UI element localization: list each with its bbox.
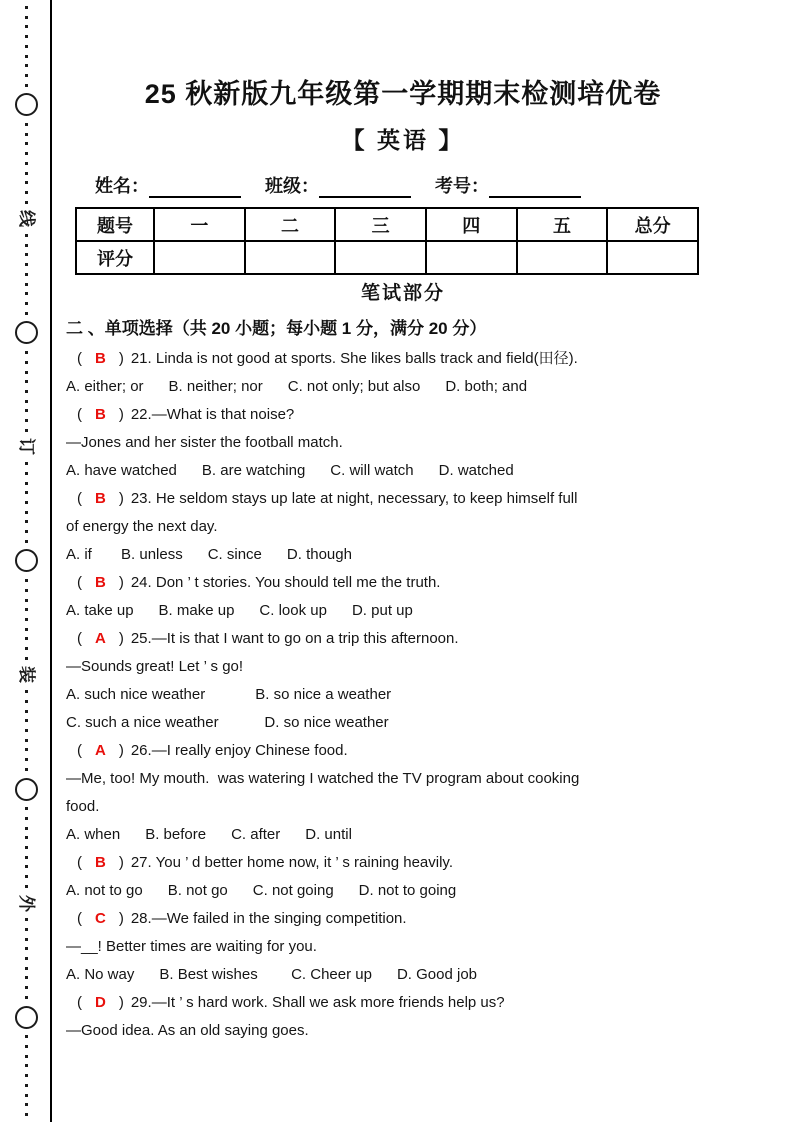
binding-dot xyxy=(25,690,28,693)
binding-dot xyxy=(25,846,28,849)
binding-dot xyxy=(25,947,28,950)
answer-letter: B xyxy=(95,490,106,507)
binding-dot xyxy=(25,856,28,859)
binding-dot xyxy=(25,501,28,504)
binding-dot xyxy=(25,647,28,650)
binding-circle-mark xyxy=(15,549,38,572)
binding-dot xyxy=(25,312,28,315)
binding-dot xyxy=(25,1103,28,1106)
binding-dot xyxy=(25,429,28,432)
answer-letter: B xyxy=(95,854,106,871)
text-line: —Sounds great! Let ’ s go! xyxy=(66,658,244,675)
answer-paren-open: ( xyxy=(77,742,82,759)
binding-dot xyxy=(25,292,28,295)
answer-paren-close: ) xyxy=(118,406,124,423)
binding-dot xyxy=(25,25,28,28)
binding-circle-mark xyxy=(15,93,38,116)
binding-dot xyxy=(25,133,28,136)
page-title: 25 秋新版九年级第一学期期末检测培优卷 xyxy=(144,79,662,109)
question-text: 28.—We failed in the singing competition. xyxy=(130,910,407,927)
exam-no-blank xyxy=(489,176,581,198)
text-line: A. No way B. Best wishes C. Cheer up D. Good job xyxy=(66,966,477,983)
question-line xyxy=(63,345,743,373)
binding-dot xyxy=(25,55,28,58)
answer-paren-open: ( xyxy=(77,406,82,423)
binding-dot xyxy=(25,234,28,237)
question-text: 25.—It is that I want to go on a trip this afternoon. xyxy=(130,630,459,647)
score-table-header-cell: 一 xyxy=(154,208,245,241)
question-line xyxy=(63,625,743,653)
score-table-header-cell: 总分 xyxy=(607,208,698,241)
question-line xyxy=(63,737,743,765)
binding-dot xyxy=(25,608,28,611)
text-line: —Good idea. As an old saying goes. xyxy=(66,1022,309,1039)
binding-dot xyxy=(25,520,28,523)
question-line xyxy=(63,905,743,933)
question-text: 22.—What is that noise? xyxy=(130,406,295,423)
binding-dot xyxy=(25,579,28,582)
binding-dot xyxy=(25,1113,28,1116)
answer-letter: B xyxy=(95,406,106,423)
score-empty-cell xyxy=(245,241,336,274)
exam-no-label: 考号： xyxy=(435,176,489,196)
binding-dot xyxy=(25,768,28,771)
answer-paren-open: ( xyxy=(77,910,82,927)
answer-paren-close: ) xyxy=(118,742,124,759)
binding-dot xyxy=(25,123,28,126)
answer-paren-close: ) xyxy=(118,350,124,367)
text-line: of energy the next day. xyxy=(66,518,218,535)
binding-dot xyxy=(25,540,28,543)
text-line: food. xyxy=(66,798,100,815)
binding-dot xyxy=(25,74,28,77)
answer-paren-open: ( xyxy=(77,854,82,871)
text-line: A. such nice weather B. so nice a weather xyxy=(66,686,392,703)
binding-dot xyxy=(25,380,28,383)
answer-paren-open: ( xyxy=(77,350,82,367)
answer-letter: A xyxy=(95,742,106,759)
binding-dot xyxy=(25,181,28,184)
binding-dot xyxy=(25,1045,28,1048)
question-text: 21. Linda is not good at sports. She likes balls track and field(田径). xyxy=(130,350,578,367)
question-line xyxy=(63,401,743,429)
score-empty-cell xyxy=(154,241,245,274)
binding-dot xyxy=(25,928,28,931)
binding-dot xyxy=(25,1035,28,1038)
score-empty-cell xyxy=(607,241,698,274)
text-line: A. if B. unless C. since D. though xyxy=(66,546,352,563)
text-line: A. take up B. make up C. look up D. put up xyxy=(66,602,413,619)
binding-dot xyxy=(25,986,28,989)
binding-dot xyxy=(25,827,28,830)
binding-dot xyxy=(25,273,28,276)
binding-dot xyxy=(25,361,28,364)
score-empty-cell xyxy=(517,241,608,274)
binding-dot xyxy=(25,152,28,155)
binding-dot xyxy=(25,1074,28,1077)
text-line: A. not to go B. not go C. not going D. not to going xyxy=(66,882,457,899)
binding-dot xyxy=(25,967,28,970)
binding-dot xyxy=(25,1084,28,1087)
binding-dot xyxy=(25,142,28,145)
binding-char: 外 xyxy=(16,894,36,912)
binding-dot xyxy=(25,530,28,533)
binding-dot xyxy=(25,996,28,999)
binding-char: 线 xyxy=(16,210,36,228)
binding-dot xyxy=(25,84,28,87)
binding-dot xyxy=(25,976,28,979)
binding-dot xyxy=(25,758,28,761)
binding-dot xyxy=(25,637,28,640)
binding-dot xyxy=(25,589,28,592)
answer-letter: B xyxy=(95,574,106,591)
section-title: 二 、单项选择（共 20 小题；每小题 1 分，满分 20 分） xyxy=(66,319,487,338)
text-line: —__! Better times are waiting for you. xyxy=(66,938,317,955)
score-table xyxy=(75,207,699,275)
binding-circle-mark xyxy=(15,1006,38,1029)
answer-paren-close: ) xyxy=(118,994,124,1011)
binding-dot xyxy=(25,710,28,713)
binding-dot xyxy=(25,836,28,839)
score-table-header-cell: 五 xyxy=(517,208,608,241)
student-info-row xyxy=(95,171,743,198)
binding-dot xyxy=(25,957,28,960)
exam-content xyxy=(63,0,743,1045)
score-row-label: 评分 xyxy=(76,241,154,274)
question-text: 29.—It ’ s hard work. Shall we ask more friends help us? xyxy=(130,994,505,1011)
binding-dot xyxy=(25,172,28,175)
binding-dot xyxy=(25,1094,28,1097)
answer-paren-open: ( xyxy=(77,630,82,647)
text-line: —Me, too! My mouth. was watering I watched the TV program about cooking xyxy=(66,770,580,787)
answer-paren-open: ( xyxy=(77,994,82,1011)
binding-dot xyxy=(25,371,28,374)
score-table-row-label: 题号 xyxy=(76,208,154,241)
score-table-header-cell: 三 xyxy=(335,208,426,241)
binding-dot xyxy=(25,739,28,742)
questions-list xyxy=(63,345,743,1045)
binding-dot xyxy=(25,201,28,204)
subject-title: 【 英语 】 xyxy=(341,127,465,153)
binding-dot xyxy=(25,885,28,888)
name-blank xyxy=(149,176,241,198)
question-text: 27. You ’ d better home now, it ’ s raining heavily. xyxy=(130,854,453,871)
binding-line-rail xyxy=(15,6,37,1116)
answer-paren-close: ) xyxy=(118,490,124,507)
binding-dot xyxy=(25,618,28,621)
binding-dot xyxy=(25,700,28,703)
binding-circle-mark xyxy=(15,321,38,344)
binding-dot xyxy=(25,817,28,820)
question-text: 23. He seldom stays up late at night, necessary, to keep himself full xyxy=(130,490,578,507)
binding-dot xyxy=(25,657,28,660)
binding-dot xyxy=(25,390,28,393)
part-title: 笔试部分 xyxy=(360,283,445,304)
binding-dot xyxy=(25,1064,28,1067)
binding-dot xyxy=(25,462,28,465)
answer-letter: A xyxy=(95,630,106,647)
binding-dot xyxy=(25,253,28,256)
binding-dot xyxy=(25,64,28,67)
answer-paren-close: ) xyxy=(118,910,124,927)
name-label: 姓名： xyxy=(95,176,149,196)
binding-dot xyxy=(25,719,28,722)
binding-dot xyxy=(25,491,28,494)
question-line xyxy=(63,485,743,513)
binding-dot xyxy=(25,283,28,286)
binding-dot xyxy=(25,511,28,514)
answer-paren-close: ) xyxy=(118,574,124,591)
question-text: 26.—I really enjoy Chinese food. xyxy=(130,742,348,759)
text-line: —Jones and her sister the football match. xyxy=(66,434,343,451)
binding-dot xyxy=(25,865,28,868)
answer-paren-open: ( xyxy=(77,490,82,507)
binding-dot xyxy=(25,6,28,9)
question-text: 24. Don ’ t stories. You should tell me the truth. xyxy=(130,574,441,591)
binding-char: 装 xyxy=(16,666,36,684)
answer-paren-open: ( xyxy=(77,574,82,591)
binding-dot xyxy=(25,409,28,412)
text-line: A. when B. before C. after D. until xyxy=(66,826,352,843)
binding-dot xyxy=(25,875,28,878)
binding-dot xyxy=(25,191,28,194)
answer-letter: C xyxy=(95,910,106,927)
binding-dot xyxy=(25,419,28,422)
binding-dot xyxy=(25,748,28,751)
binding-dot xyxy=(25,599,28,602)
binding-dot xyxy=(25,1055,28,1058)
binding-dot xyxy=(25,482,28,485)
score-empty-cell xyxy=(335,241,426,274)
binding-dot xyxy=(25,628,28,631)
binding-dot xyxy=(25,351,28,354)
binding-char: 订 xyxy=(16,438,36,456)
answer-letter: D xyxy=(95,994,106,1011)
answer-letter: B xyxy=(95,350,106,367)
score-table-header-cell: 四 xyxy=(426,208,517,241)
binding-dot xyxy=(25,472,28,475)
class-label: 班级： xyxy=(265,176,319,196)
binding-dot xyxy=(25,729,28,732)
binding-dot xyxy=(25,918,28,921)
binding-dot xyxy=(25,938,28,941)
class-blank xyxy=(319,176,411,198)
binding-dot xyxy=(25,400,28,403)
binding-dot xyxy=(25,16,28,19)
binding-dot xyxy=(25,244,28,247)
binding-dot xyxy=(25,162,28,165)
binding-circle-mark xyxy=(15,778,38,801)
binding-solid-line xyxy=(50,0,52,1122)
question-line xyxy=(63,569,743,597)
text-line: A. have watched B. are watching C. will watch D. watched xyxy=(66,462,514,479)
question-line xyxy=(63,989,743,1017)
binding-dot xyxy=(25,302,28,305)
binding-dot xyxy=(25,45,28,48)
binding-dot xyxy=(25,263,28,266)
binding-dot xyxy=(25,807,28,810)
score-empty-cell xyxy=(426,241,517,274)
question-line xyxy=(63,849,743,877)
text-line: A. either; or B. neither; nor C. not only; but also D. both; and xyxy=(66,378,528,395)
answer-paren-close: ) xyxy=(118,630,124,647)
answer-paren-close: ) xyxy=(118,854,124,871)
text-line: C. such a nice weather D. so nice weather xyxy=(66,714,389,731)
score-table-header-cell: 二 xyxy=(245,208,336,241)
binding-dot xyxy=(25,35,28,38)
